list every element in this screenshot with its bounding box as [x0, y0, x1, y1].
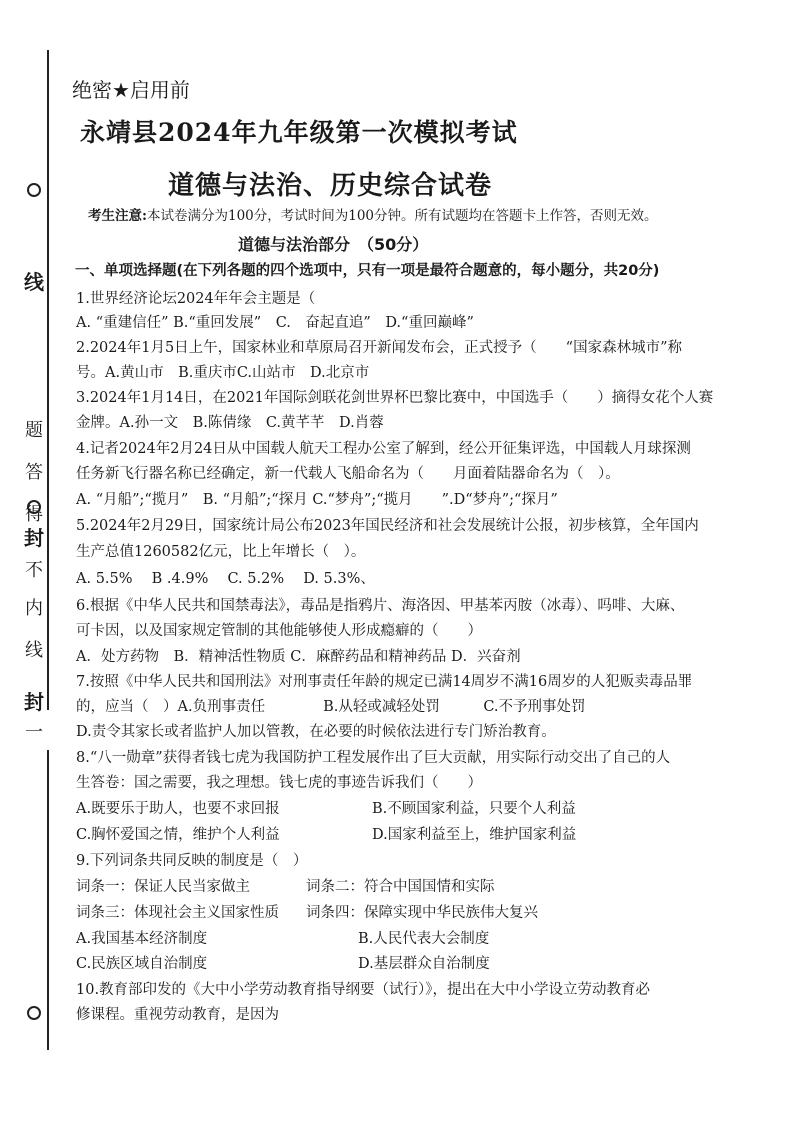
q3-stem-options: 金牌。A.孙一文 B.陈倩缘 C.黄芊芊 D.肖蓉 — [76, 415, 384, 431]
binding-circle-3 — [27, 1006, 41, 1020]
confidential-mark: 绝密★启用前 — [72, 78, 190, 102]
margin-char-bu: 不 — [25, 560, 43, 581]
margin-char-yi: 一 — [25, 722, 43, 743]
margin-char-da: 答 — [25, 462, 43, 483]
q7-stem-options: 的，应当（ ）A.负刑事责任 B.从轻或减轻处罚 C.不予刑事处罚 — [76, 699, 586, 715]
binding-line-upper — [47, 50, 49, 710]
q6-stem-line1: 6.根据《中华人民共和国禁毒法》，毒品是指鸦片、海洛因、甲基苯丙胺（冰毒）、吗啡、大麻、 — [76, 598, 685, 614]
subject-title: 道德与法治、历史综合试卷 — [168, 171, 493, 201]
q10-stem-line1: 10.教育部印发的《大中小学劳动教育指导纲要（试行）》，提出在大中小学设立劳动教育必 — [76, 982, 651, 998]
q8-option-d: D.国家利益至上，维护国家利益 — [372, 827, 577, 843]
margin-char-xian-top: 线 — [24, 270, 44, 294]
q2-stem-line1: 2.2024年1月5日上午，国家林业和草原局召开新闻发布会，正式授予（ “国家森林城市”称 — [76, 340, 683, 356]
q5-stem-line2: 生产总值1260582亿元，比上年增长（ ）。 — [76, 544, 366, 560]
q9-entry-2: 词条二：符合中国国情和实际 — [306, 879, 495, 895]
exam-title: 永靖县2024年九年级第一次模拟考试 — [80, 118, 518, 147]
q7-stem-line1: 7.按照《中华人民共和国刑法》对刑事责任年龄的规定已满14周岁不满16周岁的人犯贩卖毒品罪 — [76, 674, 693, 690]
margin-char-ti: 题 — [25, 420, 43, 441]
notice-text: 本试卷满分为100分，考试时间为100分钟。所有试题均在答题卡上作答，否则无效。 — [146, 208, 658, 224]
binding-circle-1 — [27, 183, 41, 197]
q9-stem: 9.下列词条共同反映的制度是（ ） — [76, 853, 308, 869]
margin-char-xian-mid: 线 — [25, 640, 43, 661]
margin-char-feng-bold: 封 — [24, 526, 44, 550]
q4-stem-line2: 任务新飞行器名称已经确定，新一代载人飞船命名为（ 月面着陆器命名为（ ）。 — [76, 466, 620, 482]
q2-stem-options: 号。A.黄山市 B.重庆市C.山站市 D.北京市 — [76, 365, 370, 381]
part-heading: 一、单项选择题(在下列各题的四个选项中，只有一项是最符合题意的，每小题分，共20分) — [75, 263, 660, 279]
section-heading: 道德与法治部分 （50分） — [238, 235, 429, 254]
q8-option-a: A.既要乐于助人，也要不求回报 — [76, 801, 280, 817]
margin-char-de: 得 — [25, 504, 43, 525]
q8-option-c: C.胸怀爱国之情，维护个人利益 — [76, 827, 280, 843]
q6-stem-line2: 可卡因，以及国家规定管制的其他能够使人形成瘾癖的（ ） — [76, 623, 482, 639]
q5-stem-line1: 5.2024年2月29日，国家统计局公布2023年国民经济和社会发展统计公报，初步核算，全年国内 — [76, 518, 699, 534]
binding-line-lower — [47, 750, 49, 1050]
q4-options: A. “月船”;“揽月” B. “月船”;“探月 C.“梦舟”;“揽月 ”.D“梦舟”;“探月” — [76, 492, 558, 508]
margin-char-feng: 封 — [24, 690, 44, 714]
exam-notice — [88, 204, 658, 224]
q5-options: A. 5.5% B .4.9% C. 5.2% D. 5.3%、 — [76, 571, 375, 587]
notice-label: 考生注意: — [88, 208, 147, 224]
q4-stem-line1: 4.记者2024年2月24日从中国载人航天工程办公室了解到，经公开征集评选，中国载人月球探测 — [76, 441, 691, 457]
q8-stem-line1: 8.“八一勋章”获得者钱七虎为我国防护工程发展作出了巨大贡献，用实际行动交出了自己的人 — [76, 750, 671, 766]
q10-stem-line2: 修课程。重视劳动教育，是因为 — [76, 1007, 279, 1023]
q8-option-b: B.不顾国家利益，只要个人利益 — [372, 801, 576, 817]
q8-stem-line2: 生答卷：国之需要，我之理想。钱七虎的事迹告诉我们（ ） — [76, 775, 482, 791]
margin-char-nei: 内 — [25, 598, 43, 619]
q1-options: A. “重建信任” B.“重回发展” C. 奋起直追” D.“重回巅峰” — [76, 315, 474, 331]
q9-option-d: D.基层群众自治制度 — [358, 956, 490, 972]
q9-option-b: B.人民代表大会制度 — [358, 931, 490, 947]
q9-entry-3: 词条三：体现社会主义国家性质 — [76, 905, 279, 921]
q9-option-a: A.我国基本经济制度 — [76, 931, 208, 947]
q6-options: A．处方药物 B．精神活性物质 C．麻醉药品和精神药品 D．兴奋剂 — [76, 649, 521, 665]
q9-entry-4: 词条四：保障实现中华民族伟大复兴 — [306, 905, 538, 921]
q1-stem: 1.世界经济论坛2024年年会主题是（ — [76, 291, 316, 307]
q7-option-d: D.责令其家长或者监护人加以管教，在必要的时候依法进行专门矫治教育。 — [76, 724, 556, 740]
q9-entry-1: 词条一：保证人民当家做主 — [76, 879, 250, 895]
q9-option-c: C.民族区域自治制度 — [76, 956, 208, 972]
q3-stem-line1: 3.2024年1月14日，在2021年国际剑联花剑世界杯巴黎比赛中，中国选手（ ）摘得女花个人赛 — [76, 390, 714, 406]
